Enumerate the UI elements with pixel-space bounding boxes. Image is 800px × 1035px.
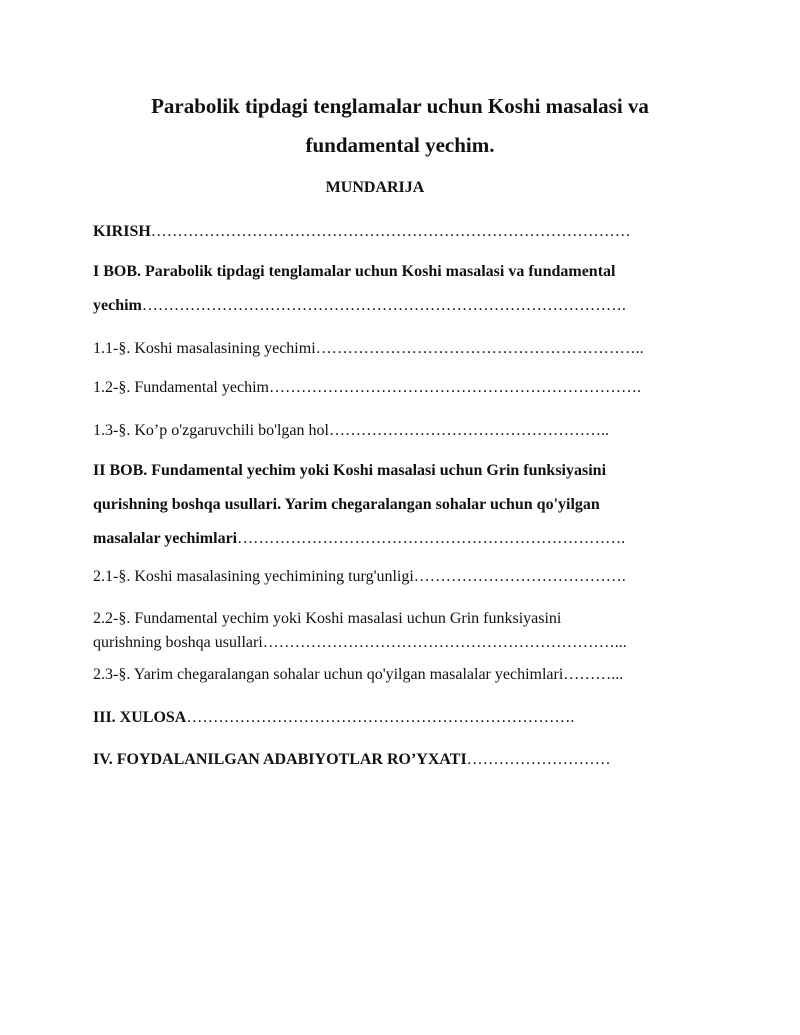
toc-leader-dots: ……………………………………………………………………………… [150, 223, 631, 240]
toc-entry-kirish[interactable] [93, 222, 631, 242]
toc-entry-section-1-2[interactable]: 1.2-§. Fundamental yechim……………………………………………………………. [93, 379, 641, 396]
toc-entry-bob2-line2[interactable]: qurishning boshqa usullari. Yarim chegaralangan sohalar uchun qo'yilgan [93, 496, 600, 513]
toc-entry-section-2-3[interactable]: 2.3-§. Yarim chegaralangan sohalar uchun qo'yilgan masalalar yechimlari………... [93, 666, 624, 683]
toc-leader-dots: ………………………………………………………………. [186, 709, 575, 726]
toc-entry-label: yechim [93, 297, 142, 314]
toc-leader-dots: ………………………………………………………………. [237, 530, 626, 547]
toc-entry-section-1-3[interactable]: 1.3-§. Ko’p o'zgaruvchili bo'lgan hol…………………………………………….. [93, 422, 609, 439]
toc-entry-bob2-line1[interactable]: II BOB. Fundamental yechim yoki Koshi masalasi uchun Grin funksiyasini [93, 462, 607, 479]
toc-entry-bob1-line2[interactable] [93, 296, 626, 316]
toc-entry-xulosa[interactable] [93, 708, 574, 728]
toc-entry-bob1-line1[interactable]: I BOB. Parabolik tipdagi tenglamalar uchun Koshi masalasi va fundamental [93, 263, 616, 280]
toc-entry-adabiyotlar[interactable] [93, 750, 611, 770]
toc-entry-section-1-1[interactable]: 1.1-§. Koshi masalasining yechimi…………………………………………………….. [93, 340, 644, 357]
document-title-line-2: fundamental yechim. [305, 133, 495, 157]
toc-entry-section-2-1[interactable]: 2.1-§. Koshi masalasining yechimining turg'unligi…………………………………. [93, 568, 626, 585]
toc-entry-section-2-2-line1[interactable]: 2.2-§. Fundamental yechim yoki Koshi masalasi uchun Grin funksiyasini [93, 610, 562, 627]
toc-leader-dots: ………………………………………………………………………………. [141, 297, 626, 314]
toc-heading: MUNDARIJA [325, 179, 425, 196]
toc-leader-dots: ……………………… [466, 751, 611, 768]
toc-entry-bob2-line3[interactable] [93, 529, 625, 549]
toc-entry-section-2-2-line2[interactable]: qurishning boshqa usullari…………………………………………………………... [93, 634, 627, 651]
toc-entry-label: masalalar yechimlari [93, 530, 238, 547]
toc-entry-label: KIRISH [93, 223, 151, 240]
toc-entry-label: III. XULOSA [93, 709, 187, 726]
document-title-line-1: Parabolik tipdagi tenglamalar uchun Koshi masalasi va [151, 94, 649, 118]
toc-entry-label: IV. FOYDALANILGAN ADABIYOTLAR RO’YXATI [93, 751, 467, 768]
